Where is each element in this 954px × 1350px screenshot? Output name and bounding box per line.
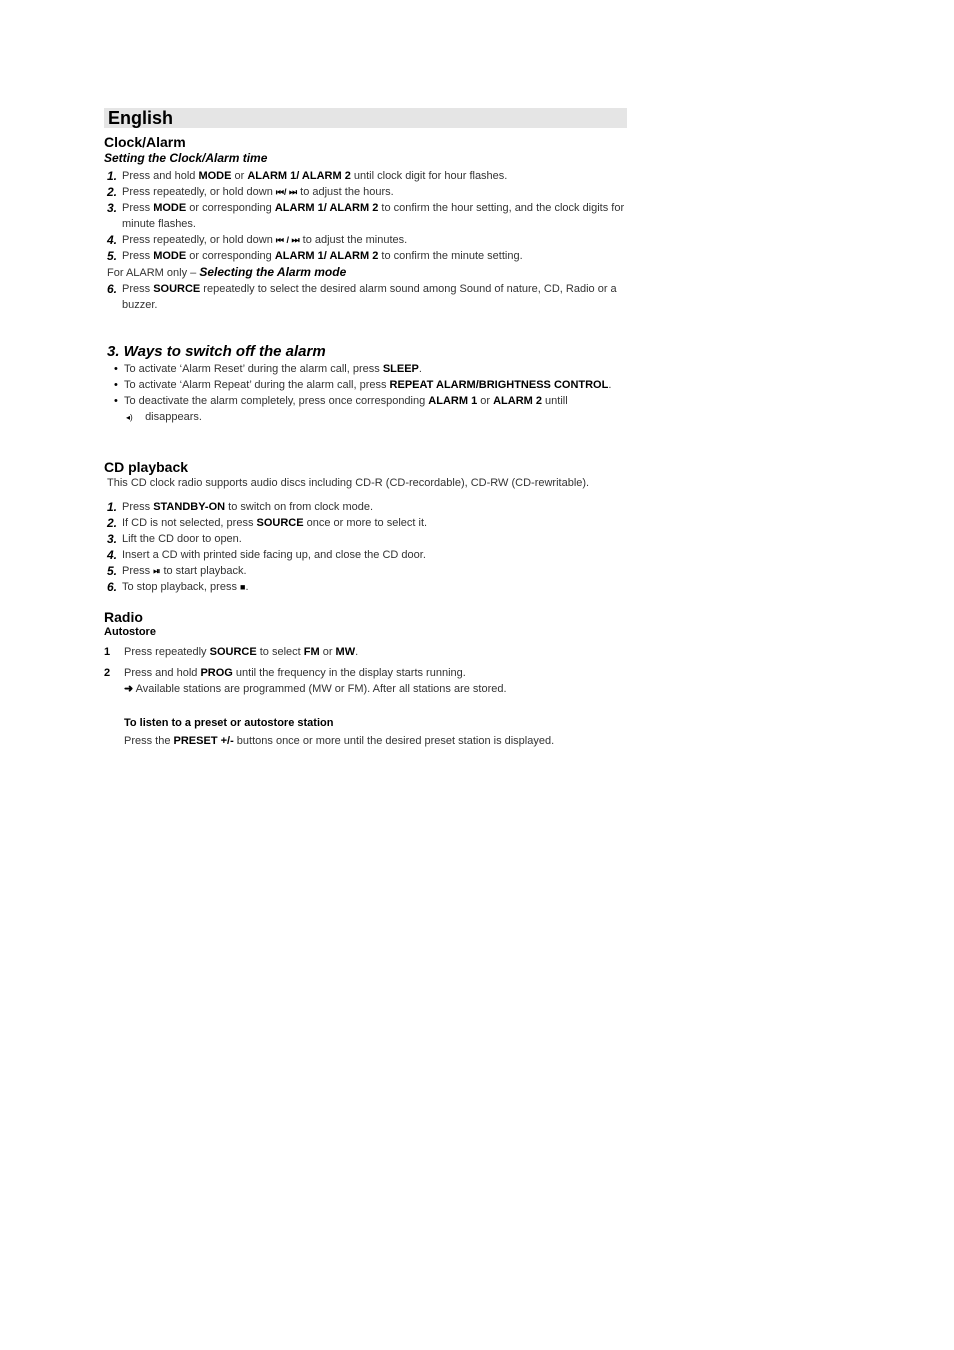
- step-text: to select: [256, 646, 304, 658]
- bullet-key: ALARM 2: [493, 395, 542, 407]
- step-number: 2.: [107, 516, 118, 530]
- step-key: STANDBY-ON: [153, 501, 226, 513]
- step-number: 5.: [107, 249, 118, 263]
- step-text: Press: [122, 501, 154, 513]
- step-text: to start playback.: [160, 565, 247, 577]
- step-key: ALARM 1/ ALARM 2: [274, 250, 379, 262]
- step-text: to confirm the hour setting, and the clock digits for minute flashes.: [122, 202, 625, 230]
- result-text: Available stations are programmed (MW or FM). After all stations are stored.: [135, 683, 507, 695]
- step-number: 1.: [107, 169, 118, 183]
- bullet-text: To deactivate the alarm completely, press once corresponding: [124, 395, 429, 407]
- step-number: 3.: [107, 532, 118, 546]
- clock-step: [104, 248, 627, 264]
- step-text: to adjust the minutes.: [299, 234, 408, 246]
- step-text: If CD is not selected, press: [122, 517, 257, 529]
- cd-step: [104, 547, 627, 563]
- clock-step: [104, 184, 627, 200]
- step-number: 6.: [107, 580, 118, 594]
- step-text: Press repeatedly: [124, 646, 210, 658]
- cd-step: [104, 515, 627, 531]
- step-text: Insert a CD with printed side facing up, and close the CD door.: [122, 549, 426, 561]
- step-key: SOURCE: [153, 283, 201, 295]
- switch-off-bullet: [104, 361, 627, 377]
- preset-key: PRESET +/-: [173, 735, 234, 747]
- preset-title: To listen to a preset or autostore station: [124, 717, 334, 729]
- step-text: .: [355, 646, 359, 658]
- bullet-icon: •: [114, 379, 118, 391]
- switch-off-bullet: [104, 393, 627, 409]
- step-number: 2: [104, 667, 111, 679]
- switch-off-continuation: [104, 409, 627, 426]
- step-key: ALARM 1/ ALARM 2: [247, 170, 351, 182]
- step-key: ALARM 1/ ALARM 2: [274, 202, 379, 214]
- clock-step: [104, 200, 627, 232]
- step-text: or: [231, 170, 248, 182]
- bullet-text: To activate ‘Alarm Repeat’ during the alarm call, press: [124, 379, 390, 391]
- bullet-icon: •: [114, 395, 118, 407]
- cd-step: [104, 563, 627, 579]
- step-key: MODE: [198, 170, 232, 182]
- step-key: FM: [303, 646, 320, 658]
- step-text: until the frequency in the display starts running.: [232, 667, 466, 679]
- skip-icon: ⏮ / ⏭: [275, 235, 300, 245]
- bullet-text: To activate ‘Alarm Reset’ during the alarm call, press: [124, 363, 383, 375]
- step-text: Press repeatedly, or hold down: [122, 186, 276, 198]
- step-text: repeatedly to select the desired alarm sound among Sound of nature, CD, Radio or a buzzer.: [122, 283, 617, 311]
- step-text: to switch on from clock mode.: [225, 501, 374, 513]
- note-prefix: For ALARM only –: [107, 267, 200, 279]
- clock-step: [104, 232, 627, 248]
- step-text: Press: [122, 565, 154, 577]
- preset-instructions: [104, 733, 627, 749]
- step-text: or corresponding: [186, 250, 275, 262]
- language-header: English: [104, 108, 627, 128]
- step-text: .: [245, 581, 249, 593]
- bullet-key: SLEEP: [382, 363, 419, 375]
- radio-step: [104, 644, 627, 660]
- clock-step: [104, 168, 627, 184]
- alarm-icon: ◂): [126, 413, 133, 422]
- note-title: Selecting the Alarm mode: [199, 265, 347, 279]
- bullet-text: or: [477, 395, 494, 407]
- step-number: 4.: [107, 548, 118, 562]
- step-key: MODE: [153, 202, 187, 214]
- radio-step: [104, 665, 627, 681]
- cd-intro: This CD clock radio supports audio discs including CD-R (CD-recordable), CD-RW (CD-rewritable).: [107, 477, 590, 489]
- step-text: to confirm the minute setting.: [378, 250, 523, 262]
- step-text: until clock digit for hour flashes.: [350, 170, 508, 182]
- step-text: Press and hold: [122, 170, 199, 182]
- cd-step: [104, 579, 627, 595]
- step-text: Press: [122, 202, 154, 214]
- step-text: or corresponding: [186, 202, 275, 214]
- step-text: to adjust the hours.: [297, 186, 394, 198]
- bullet-key: ALARM 1: [428, 395, 478, 407]
- stop-icon: ■: [240, 582, 246, 592]
- step-text: Press: [122, 283, 154, 295]
- clock-alarm-title: Clock/Alarm: [104, 134, 186, 150]
- switch-off-bullet: [104, 377, 627, 393]
- cd-step: [104, 499, 627, 515]
- clock-step: [104, 281, 627, 313]
- step-key: MODE: [153, 250, 187, 262]
- bullet-text: .: [418, 363, 422, 375]
- step-number: 4.: [107, 233, 118, 247]
- step-text: or: [319, 646, 336, 658]
- arrow-right-icon: ➜: [124, 683, 134, 695]
- bullet-text: untill: [541, 395, 568, 407]
- bullet-text: disappears.: [145, 411, 202, 423]
- skip-icon: ⏮/ ⏭: [275, 187, 298, 197]
- cd-playback-title: CD playback: [104, 459, 189, 475]
- radio-title: Radio: [104, 609, 143, 625]
- autostore-subtitle: Autostore: [104, 626, 156, 638]
- switch-off-title: 3. Ways to switch off the alarm: [107, 343, 326, 360]
- step-key: SOURCE: [209, 646, 257, 658]
- step-text: To stop playback, press: [122, 581, 241, 593]
- preset-text: Press the: [124, 735, 174, 747]
- step-text: Press repeatedly, or hold down: [122, 234, 276, 246]
- step-text: Lift the CD door to open.: [122, 533, 242, 545]
- step-number: 1: [104, 646, 111, 658]
- preset-text: buttons once or more until the desired preset station is displayed.: [233, 735, 555, 747]
- alarm-mode-note: [104, 264, 627, 281]
- step-text: Press: [122, 250, 154, 262]
- step-text: Press and hold: [124, 667, 201, 679]
- manual-page: [104, 108, 627, 749]
- clock-setting-subtitle: Setting the Clock/Alarm time: [104, 151, 268, 165]
- radio-result: [104, 681, 627, 697]
- step-number: 5.: [107, 564, 118, 578]
- bullet-key: REPEAT ALARM/BRIGHTNESS CONTROL: [389, 379, 609, 391]
- step-key: SOURCE: [256, 517, 304, 529]
- bullet-text: .: [608, 379, 612, 391]
- step-number: 1.: [107, 500, 118, 514]
- play-pause-icon: ⏯: [153, 566, 161, 576]
- step-text: once or more to select it.: [303, 517, 428, 529]
- step-key: PROG: [200, 667, 233, 679]
- step-number: 6.: [107, 282, 118, 296]
- step-number: 2.: [107, 185, 118, 199]
- step-key: MW: [335, 646, 356, 658]
- bullet-icon: •: [114, 363, 118, 375]
- cd-step: [104, 531, 627, 547]
- step-number: 3.: [107, 201, 118, 215]
